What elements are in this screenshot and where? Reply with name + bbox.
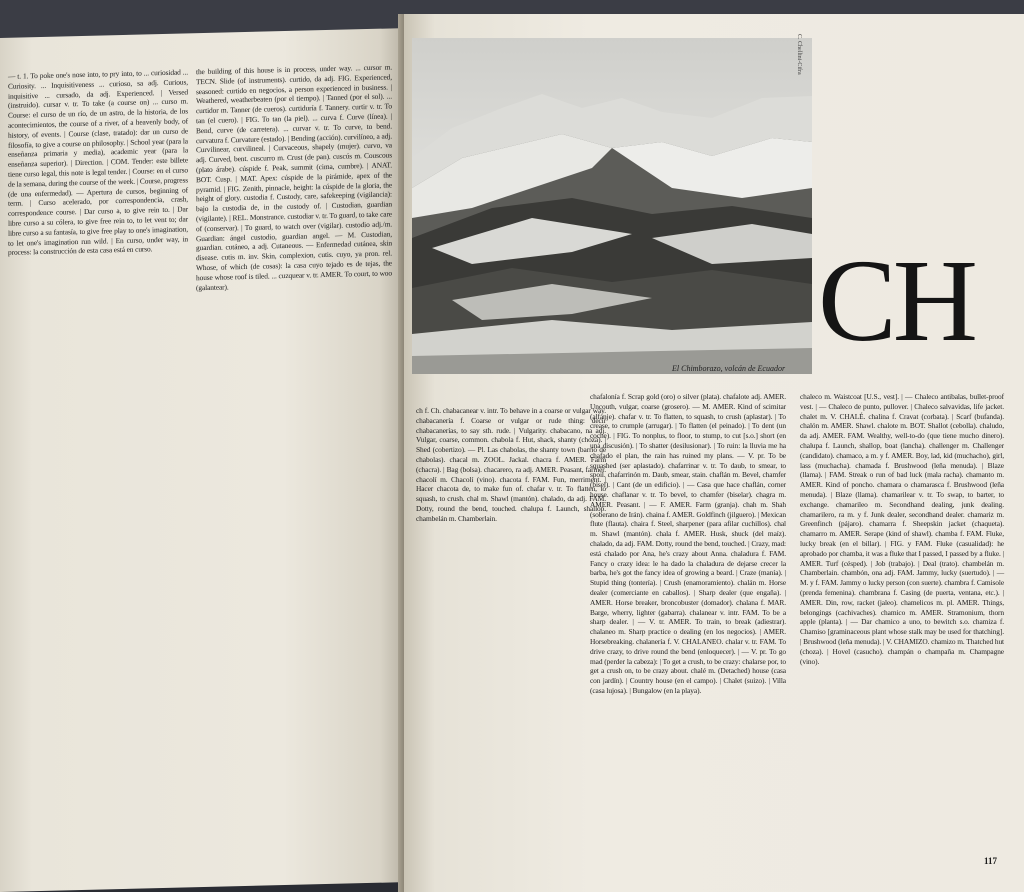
- right-page-column-2: [590, 392, 786, 696]
- mountain-landscape-image: [412, 38, 812, 374]
- mountain-photo: [412, 38, 812, 374]
- right-column-1-text: ch f. Ch. chabacanear v. intr. To behave in a coarse or vulgar way. chabacanería f. Coarse or vulgar or rude thing: decir chabacanerías, to say sth. rude. | Vulgarity. chabacano, na adj. Vulgar, coarse, common. chabola f. Hut, shack, shanty (choza). | Shed (cobertizo). — Pl. Las chabolas, the shanty town (barrio de chabolas). chacal m. ZOOL. Jackal. chacra f. AMER. Farm (chacra). | Bag (bolsa). chacarero, ra adj. AMER. Peasant, farmer. chacolí m. Chacolí (vino). chacota f. FAM. Fun, merriment. | Hacer chacota de, to make fun of. chafar v. tr. To flatten, to squash, to crush. chal m. Shawl (mantón). chalado, da adj. FAM. Dotty, round the bend, touched. chalupa f. Launch, shallop. chambelán m. Chamberlain.: [416, 406, 606, 523]
- open-dictionary: [0, 14, 1024, 892]
- right-column-2-text: chafalonía f. Scrap gold (oro) o silver (plata). chafalote adj. AMER. Uncouth, vulgar, coarse (grosero). — M. AMER. Kind of scimitar (alfanje). chafar v. tr. To flatten, to squash, to crush (aplastar). | To crease, to crumple (arrugar). | To flatten (el peinado). | To dent (un coche). | FIG. To nonplus, to floor, to stump, to cut [s.o.] short (en una discusión). | To shatter (desilusionar). | To ruin: la lluvia me ha chafado el plan, the rain has ruined my plans. — V. pr. To be squashed (ser aplastado). chafarrinar v. tr. To daub, to smear, to spoil. chafarrinón m. Daub, smear, stain. chaflán m. Bevel, chamfer (bisel). | Cant (de un edificio). | — Casa que hace chaflán, corner house. chaflanar v. tr. To bevel, to chamfer (biselar). chagra m. AMER. Peasant. | — F. AMER. Farm (granja). chah m. Shah (soberano de Irán). chaina f. AMER. Goldfinch (jilguero). | Mexican flute (flauta). chaira f. Steel, sharpener (para afilar cuchillos). chal m. Shawl (mantón). chala f. AMER. Husk, shuck (del maíz). chalado, da adj. FAM. Dotty, round the bend, touched. | Crazy, mad: está chalado por Ana, he's crazy about Anna. chaladura f. FAM. Fancy o crazy idea: le ha dado la chaladura de dejarse crecer la barba, he's got the fancy idea of growing a beard. | Craze (manía). | Stupid thing (tontería). | Crush (enamoramiento). chalán m. Horse dealer (comerciante en caballos). | Sharp dealer (que engaña). | AMER. Horse breaker, broncobuster (domador). chalana f. MAR. Barge, wherry, lighter (gabarra). chalanear v. intr. FAM. To be a sharp dealer. | — V. tr. AMER. To train, to break (adiestrar). chalaneo m. Sharp practice o dealing (en los negocios). | AMER. Horsebreaking. chalanería f. V. CHALANEO. chalar v. tr. FAM. To drive crazy, to drive round the bend (enloquecer). | — V. pr. To go mad (perder la cabeza): | To get a crush, to be crazy: chalarse por, to get a crush on, to be crazy about. chalé m. (Detached) house (casa con jardín). | Country house (en el campo). | Chalet (suizo). | Villa (casa lujosa). | Bungalow (en la playa).: [590, 392, 786, 695]
- section-letters: CH: [818, 235, 974, 366]
- left-column-1-text: — t. 1. To poke one's nose into, to pry into, to ... curiosidad ... Curiosity. ... Inquisitiveness ... curioso, sa adj. Curious, inquisitive ... cursado, da adj. Experienced. | Versed (instruido). cursar v. tr. To take (a course on) ... curso m. Course: el curso de un río, de un astro, de la historia, de los acontecimientos, the course of a river, of a heavenly body, of history, of events. | Course (clase, tratado): dar un curso de filosofía, to give a course on philosophy. | School year (para la enseñanza primaria y media), academic year (para la enseñanza superior). | Direction. | COM. Tender: este billete tiene curso legal, this note is legal tender. | Course: en el curso de la semana, during the course of the week. | Course, progress (de una enfermedad). — Apertura de cursos, beginning of term. | Curso acelerado, por correspondencia, crash, correspondence course. | Dar curso a, to give rein to. | Dar libre curso a su cólera, to give free rein to, to let vent to; dar libre curso a su fantasía, to give free play to one's imagination, to let one's imagination run wild. | En curso, under way, in process: la construcción de esta casa está en curso.: [8, 67, 188, 258]
- photo-credit: C. Chellini-Cifra: [796, 34, 802, 75]
- photo-caption: El Chimborazo, volcán de Ecuador: [672, 364, 786, 373]
- left-page-column-1: [8, 67, 188, 258]
- left-page-column-2: [196, 62, 392, 292]
- left-column-2-text: the building of this house is in process, under way. ... cursor m. TECN. Slide (of instruments). curtido, da adj. FIG. Experienced, seasoned: curtido en negocios, a person experienced in business. | Weathered, weatherbeaten (por el tiempo). | Tanned (por el sol). ... curtidor m. Tanner (de cueros). curtiduría f. Tannery. curtir v. tr. To tan (el cuero). | FIG. To tan (la piel). ... curva f. Curve (línea). | Bend, curve (de carretera). ... curvar v. tr. To curve, to bend. curvatura f. Curvature (estado). | Bending (acción). curvilíneo, a adj. Curvilinear, curvilineal. | Curvaceous, shapely (mujer). curvo, va adj. Curved, bent. cuscurro m. Crust (de pan). cuscús m. Couscous (plato árabe). cúspide f. Peak, summit (cima, cumbre). | ANAT. BOT. Cusp. | MAT. Apex: cúspide de la pirámide, apex of the pyramid. | FIG. Zenith, pinnacle, height: la cúspide de la gloria, the height of glory. custodia f. Custody, care, safekeeping (vigilancia): bajo la custodia de, in the custody of. | Custodian, guardian (vigilante). | REL. Monstrance. custodiar v. tr. To guard, to take care of (conservar). | To guard, to watch over (vigilar). custodio adj./m. Guardian: ángel custodio, guardian angel. — M. Custodian, guardian. cutáneo, a adj. Cutaneous. — Enfermedad cutánea, skin disease. cutis m. inv. Skin, complexion, cutis. cuyo, ya pron. rel. Whose, of which (de cosas): la casa cuyo tejado es de tejas, the house whose roof is tiled. ... cuzquear v. tr. AMER. To court, to woo (galantear).: [196, 62, 392, 292]
- right-column-3-text: chaleco m. Waistcoat [U.S., vest]. | — Chaleco antibalas, bullet-proof vest. | — Chaleco de punto, pullover. | Chaleco salvavidas, life jacket. chalet m. V. CHALÉ. chalina f. Cravat (corbata). | Scarf (bufanda). chalón m. AMER. Shawl. chalote m. BOT. Shallot (cebolla). chaludo, da adj. AMER. FAM. Wealthy, well-to-do (que tiene mucho dinero). chalupa f. Launch, shallop, boat (lancha). challenger m. Challenger (candidato). chamaco, a m. y f. AMER. Boy, lad, kid (muchacho), girl, lass (muchacha). chamada f. Brushwood (leña menuda). | Blaze (llama). | FAM. Streak o run of bad luck (mala racha). chamanto m. AMER. Kind of poncho. chamara o chamarasca f. Brushwood (leña menuda). | Blaze (llama). chamarilear v. tr. To swap, to barter, to exchange. chamarileo m. Secondhand dealing, junk dealing. chamarilero, ra m. y f. Junk dealer, secondhand dealer. chamariz m. Greenfinch (pájaro). chamarra f. Sheepskin jacket (chaqueta). chamarro m. AMER. Serape (kind of shawl). chamba f. FAM. Fluke, lucky break (en el billar). | FIG. y FAM. Fluke (casualidad): he aprobado por chamba, it was a fluke that I passed, I passed by a fluke. | AMER. Turf (césped). | Job (trabajo). | Deal (trato). chambelán m. Chamberlain. chambón, ona adj. FAM. Jammy, lucky (suertudo). | — M. y f. FAM. Jammy o lucky person (con suerte). chambra f. Camisole (prenda femenina). chambrana f. Casing (de puerta, ventana, etc.). | AMER. Din, row, racket (jaleo). chamelicos m. pl. AMER. Things, belongings (cachivaches). chamico m. AMER. Stramonium, thorn apple (planta). | — Dar chamico a uno, to bewitch s.o. chamiza f. Chamiso [graminaceous plant whose stalk may be used for thatching]. | Brushwood (leña menuda). | V. CHAMIZO. chamizo m. Thatched hut (choza). | Hovel (casucho). champán o champaña m. Champagne (vino).: [800, 392, 1004, 666]
- left-page: [0, 28, 404, 892]
- right-page-column-3: [800, 392, 1004, 666]
- right-page: [404, 14, 1024, 892]
- right-page-column-1: [416, 406, 606, 524]
- page-number: 117: [984, 856, 998, 866]
